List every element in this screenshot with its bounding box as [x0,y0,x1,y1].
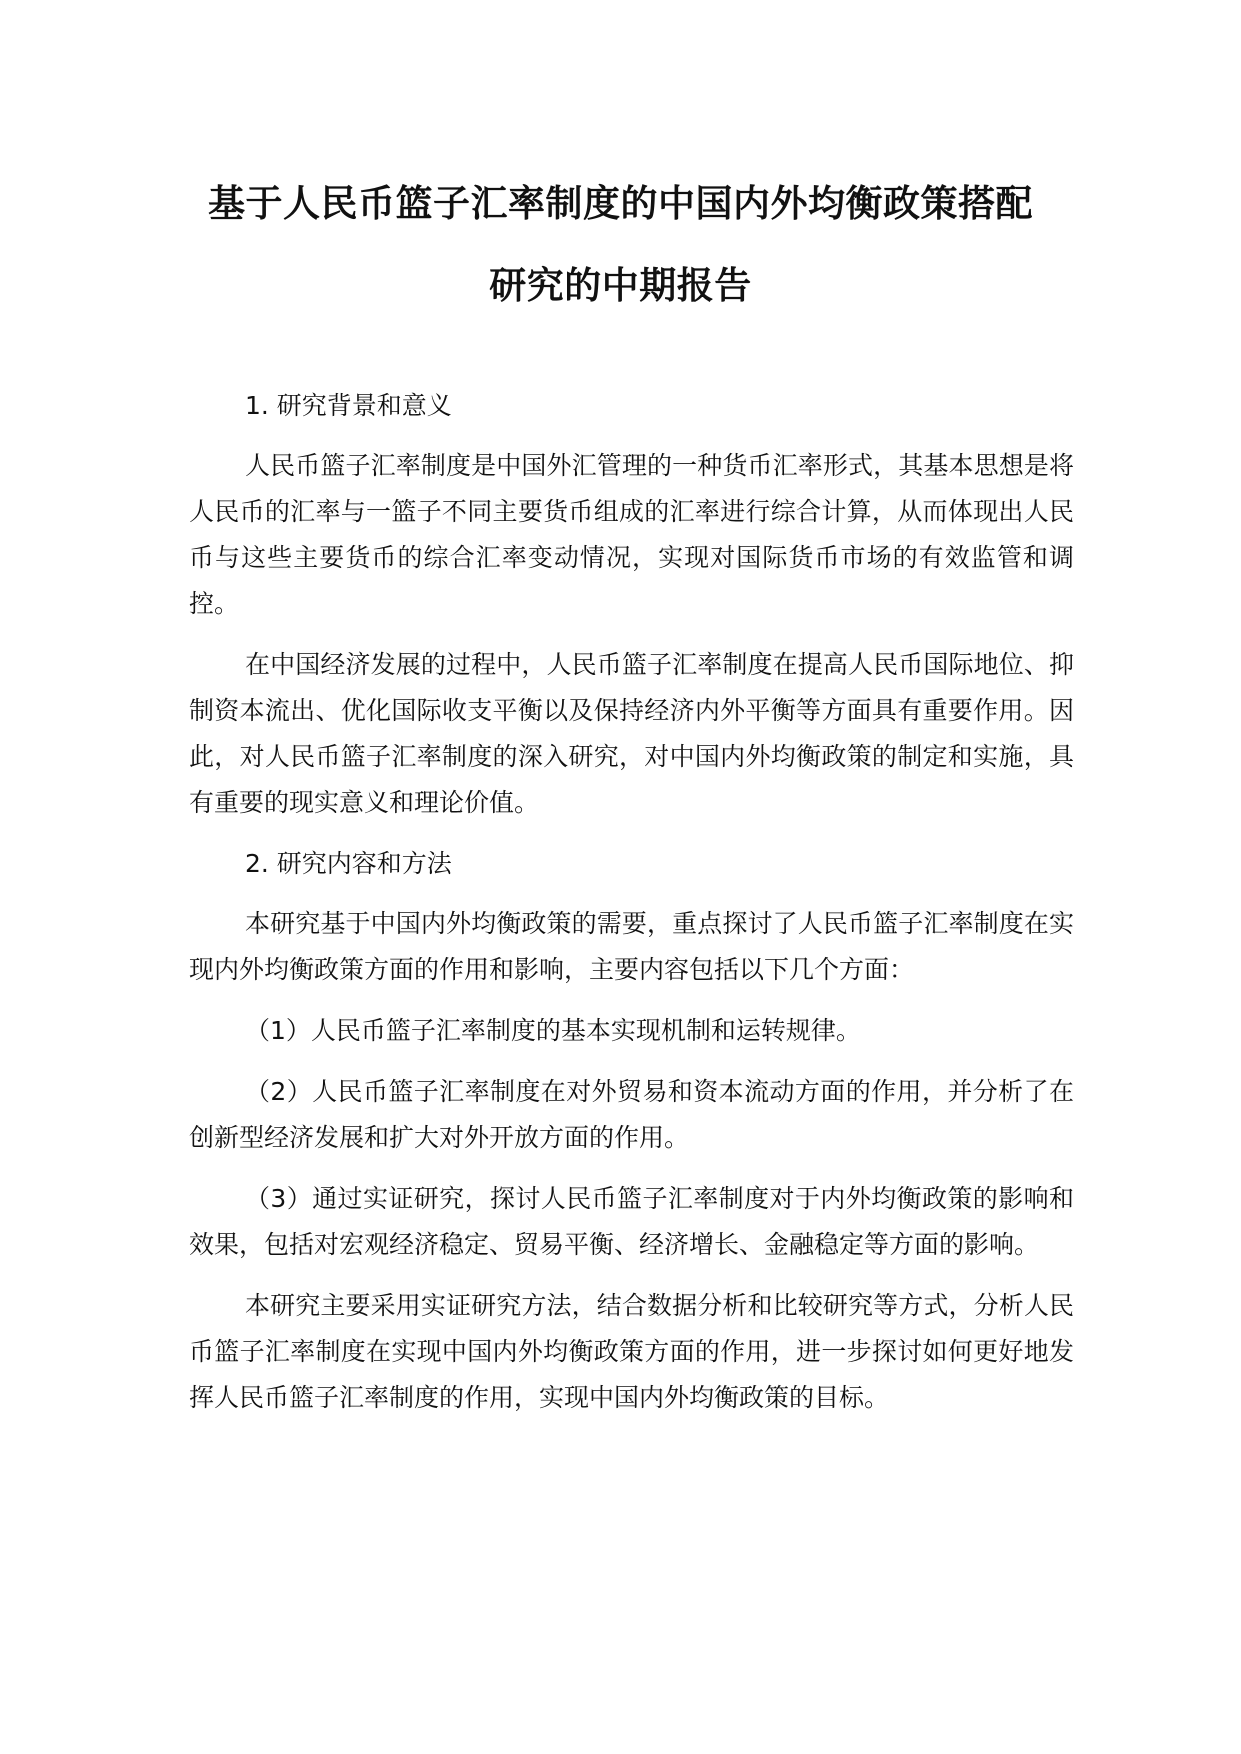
section-2-list-item-2: （2）人民币篮子汇率制度在对外贸易和资本流动方面的作用，并分析了在创新型经济发展和扩大对外开放方面的作用。 [189,1077,1074,1152]
section-2-list-item-3: （3）通过实证研究，探讨人民币篮子汇率制度对于内外均衡政策的影响和效果，包括对宏观经济稳定、贸易平衡、经济增长、金融稳定等方面的影响。 [189,1184,1074,1259]
section-2-paragraph-1: 本研究基于中国内外均衡政策的需要，重点探讨了人民币篮子汇率制度在实现内外均衡政策方面的作用和影响，主要内容包括以下几个方面： [189,909,1074,984]
section-1-heading: 1. 研究背景和意义 [245,391,452,420]
section-1-paragraph-2: 在中国经济发展的过程中，人民币篮子汇率制度在提高人民币国际地位、抑制资本流出、优化国际收支平衡以及保持经济内外平衡等方面具有重要作用。因此，对人民币篮子汇率制度的深入研究，对中国内外均衡政策的制定和实施，具有重要的现实意义和理论价值。 [189,650,1074,817]
section-2-paragraph-2: 本研究主要采用实证研究方法，结合数据分析和比较研究等方式，分析人民币篮子汇率制度在实现中国内外均衡政策方面的作用，进一步探讨如何更好地发挥人民币篮子汇率制度的作用，实现中国内外均衡政策的目标。 [189,1291,1074,1412]
section-2-list-item-1: （1）人民币篮子汇率制度的基本实现机制和运转规律。 [245,1016,861,1045]
document-title-line-1: 基于人民币篮子汇率制度的中国内外均衡政策搭配 [208,182,1033,225]
section-1-paragraph-1: 人民币篮子汇率制度是中国外汇管理的一种货币汇率形式，其基本思想是将人民币的汇率与一篮子不同主要货币组成的汇率进行综合计算，从而体现出人民币与这些主要货币的综合汇率变动情况，实现对国际货币市场的有效监管和调控。 [189,451,1074,618]
document-body [189,383,1074,1436]
document-title-line-2: 研究的中期报告 [489,264,752,307]
section-2-heading: 2. 研究内容和方法 [245,849,452,878]
